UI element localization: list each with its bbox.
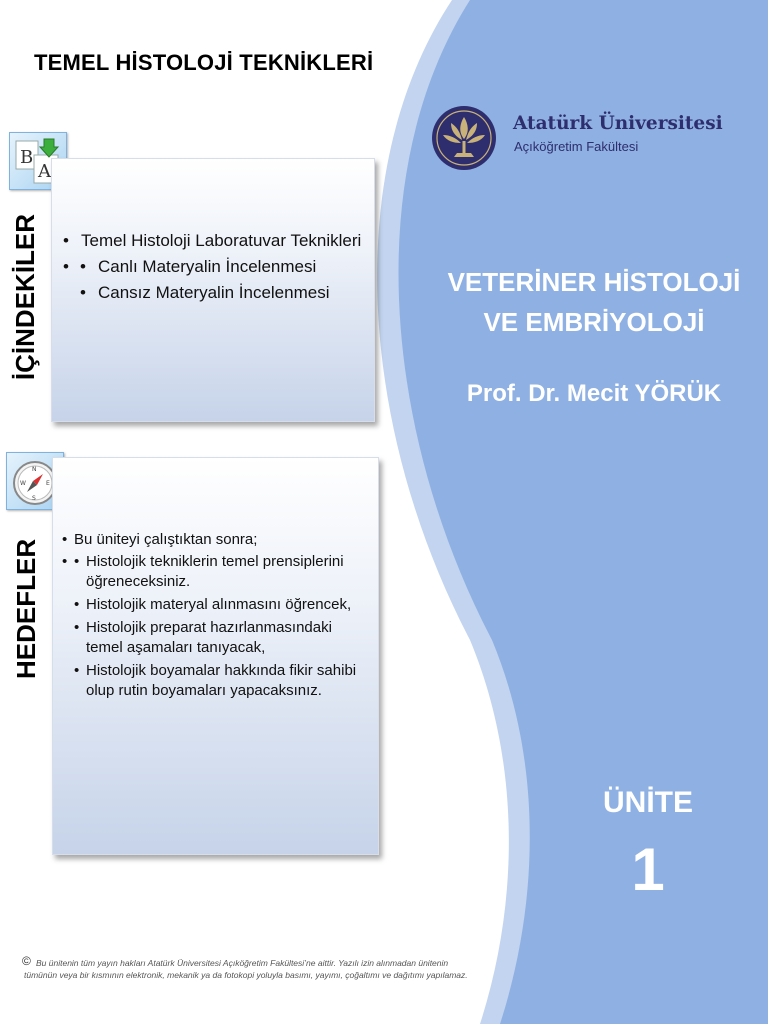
- list-item: • Bu üniteyi çalıştıktan sonra;: [62, 530, 367, 550]
- objectives-list: [62, 530, 367, 704]
- copyright-icon: ©: [22, 954, 31, 968]
- list-item: • Cansız Materyalin İncelenmesi: [80, 282, 363, 304]
- list-item: • • Canlı Materyalin İncelenmesi: [80, 256, 363, 278]
- list-item: [62, 552, 367, 701]
- svg-text:B: B: [20, 147, 34, 168]
- list-item: • Histolojik boyamalar hakkında fikir sahibi olup rutin boyamaları yapacaksınız.: [74, 661, 367, 701]
- svg-text:S: S: [32, 495, 36, 502]
- course-title: [420, 262, 768, 342]
- list-item: • Temel Histoloji Laboratuvar Teknikleri: [63, 230, 363, 252]
- list-item: • Histolojik preparat hazırlanmasındaki temel aşamaları tanıyacak,: [74, 618, 367, 658]
- svg-text:A: A: [38, 161, 51, 182]
- objectives-label: HEDEFLER: [11, 538, 41, 679]
- page-title: TEMEL HİSTOLOJİ TEKNİKLERİ: [34, 50, 374, 75]
- copyright-notice: Bu ünitenin tüm yayın hakları Atatürk Üniversitesi Açıköğretim Fakültesi’ne aittir. Yazılı izin alınmadan ünitenin tümünün veya bir kısmının elektronik, mekanik ya da fotokopi yoluyla basımı, yayımı, çoğaltımı ve dağıtımı yapılamaz.: [24, 958, 468, 980]
- list-item: [63, 256, 363, 304]
- author-name: Prof. Dr. Mecit YÖRÜK: [466, 380, 722, 407]
- svg-text:N: N: [32, 466, 37, 473]
- unit-label: ÜNİTE: [603, 786, 693, 819]
- contents-label: İÇİNDEKİLER: [10, 213, 40, 381]
- university-logo: [429, 105, 499, 171]
- svg-text:W: W: [20, 480, 26, 487]
- contents-list: [63, 230, 363, 304]
- list-item: • Histolojik materyal alınmasını öğrencek,: [74, 595, 367, 615]
- university-name: Atatürk Üniversitesi: [513, 113, 723, 134]
- faculty-name: Açıköğretim Fakültesi: [514, 139, 639, 154]
- list-item: • • Histolojik tekniklerin temel prensiplerini öğreneceksiniz.: [74, 552, 367, 592]
- unit-number: 1: [631, 836, 665, 903]
- course-title-line-2: VE EMBRİYOLOJİ: [483, 307, 705, 337]
- svg-text:E: E: [46, 480, 50, 487]
- course-title-line-1: VETERİNER HİSTOLOJİ: [447, 267, 741, 297]
